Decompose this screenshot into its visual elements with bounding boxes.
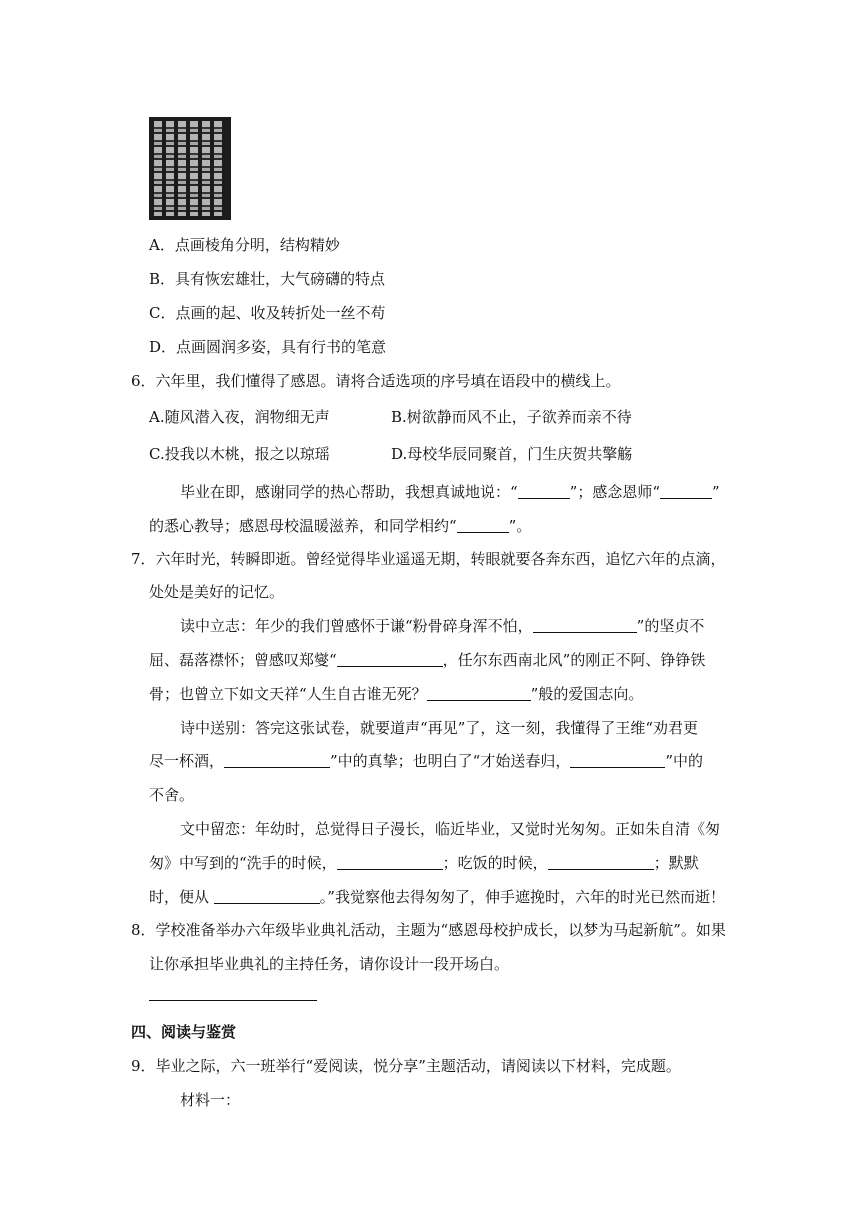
option-b: B．具有恢宏雄壮，大气磅礴的特点	[149, 270, 386, 288]
q6-option-d: D.母校华辰同聚首，门生庆贺共擎觞	[391, 445, 633, 463]
answer-blank[interactable]	[548, 868, 654, 870]
q7-essay-line1: 文中留恋：年幼时，总觉得日子漫长，临近毕业，又觉时光匆匆。正如朱自清《匆	[180, 820, 721, 838]
q6-option-b: B.树欲静而风不止，子欲养而亲不待	[391, 408, 632, 426]
option-d: D．点画圆润多姿，具有行书的笔意	[149, 338, 387, 356]
q7-poem-line1: 诗中送别：答完这张试卷，就要道声“再见”了，这一刻，我懂得了王维“劝君更	[180, 719, 699, 737]
option-a: A．点画棱角分明，结构精妙	[149, 236, 340, 254]
calligraphy-rubbing-image	[149, 117, 231, 220]
answer-blank[interactable]	[224, 766, 330, 768]
q7-reading-line3: 骨；也曾立下如文天祥“人生自古谁无死？ ”般的爱国志向。	[149, 685, 644, 703]
q9-material-label: 材料一：	[180, 1091, 241, 1109]
q8-stem-line2: 让你承担毕业典礼的主持任务，请你设计一段开场白。	[149, 955, 510, 973]
option-c: C．点画的起、收及转折处一丝不苟	[149, 304, 386, 322]
answer-blank[interactable]	[570, 766, 665, 768]
q6-stem: 6．六年里，我们懂得了感恩。请将合适选项的序号填在语段中的横线上。	[131, 372, 621, 390]
section-heading: 四、阅读与鉴赏	[131, 1023, 237, 1041]
answer-blank[interactable]	[457, 531, 509, 533]
answer-blank[interactable]	[337, 665, 443, 667]
q7-poem-line3: 不舍。	[149, 786, 195, 804]
answer-blank[interactable]	[660, 497, 712, 499]
q6-paragraph-line1: 毕业在即，感谢同学的热心帮助，我想真诚地说：“ ”；感念恩师“ ”	[180, 483, 720, 501]
answer-blank[interactable]	[337, 868, 443, 870]
q9-stem: 9．毕业之际，六一班举行“爱阅读，悦分享”主题活动，请阅读以下材料，完成题。	[131, 1057, 681, 1075]
q7-stem-line1: 7．六年时光，转瞬即逝。曾经觉得毕业遥遥无期，转眼就要各奔东西，追忆六年的点滴，	[131, 550, 726, 568]
q6-paragraph-line2: 的悉心教导；感恩母校温暖滋养，和同学相约“ ”。	[149, 517, 532, 535]
answer-blank[interactable]	[214, 902, 320, 904]
q7-stem-line2: 处处是美好的记忆。	[149, 583, 285, 601]
q8-stem-line1: 8．学校准备举办六年级毕业典礼活动，主题为“感恩母校护成长，以梦为马起新航”。如果	[131, 921, 726, 939]
answer-blank[interactable]	[427, 699, 531, 701]
q6-option-c: C.投我以木桃，报之以琼瑶	[149, 445, 330, 463]
q6-option-a: A.随风潜入夜，润物细无声	[149, 408, 330, 426]
q7-poem-line2: 尽一杯酒， ”中的真挚；也明白了“才始送春归， ”中的	[149, 752, 704, 770]
answer-blank[interactable]	[518, 497, 570, 499]
q7-reading-line2: 屈、磊落襟怀；曾感叹郑燮“ ，任尔东西南北风”的刚正不阿、铮铮铁	[149, 651, 706, 669]
q8-answer-line[interactable]	[149, 1000, 317, 1001]
q7-reading-line1: 读中立志：年少的我们曾感怀于谦“粉骨碎身浑不怕， ”的坚贞不	[180, 617, 705, 635]
answer-blank[interactable]	[533, 631, 637, 633]
q7-essay-line2: 匆》中写到的“洗手的时候， ；吃饭的时候， ；默默	[149, 854, 699, 872]
q7-essay-line3: 时，便从 。”我觉察他去得匆匆了，伸手遮挽时，六年的时光已然而逝！	[149, 888, 725, 906]
